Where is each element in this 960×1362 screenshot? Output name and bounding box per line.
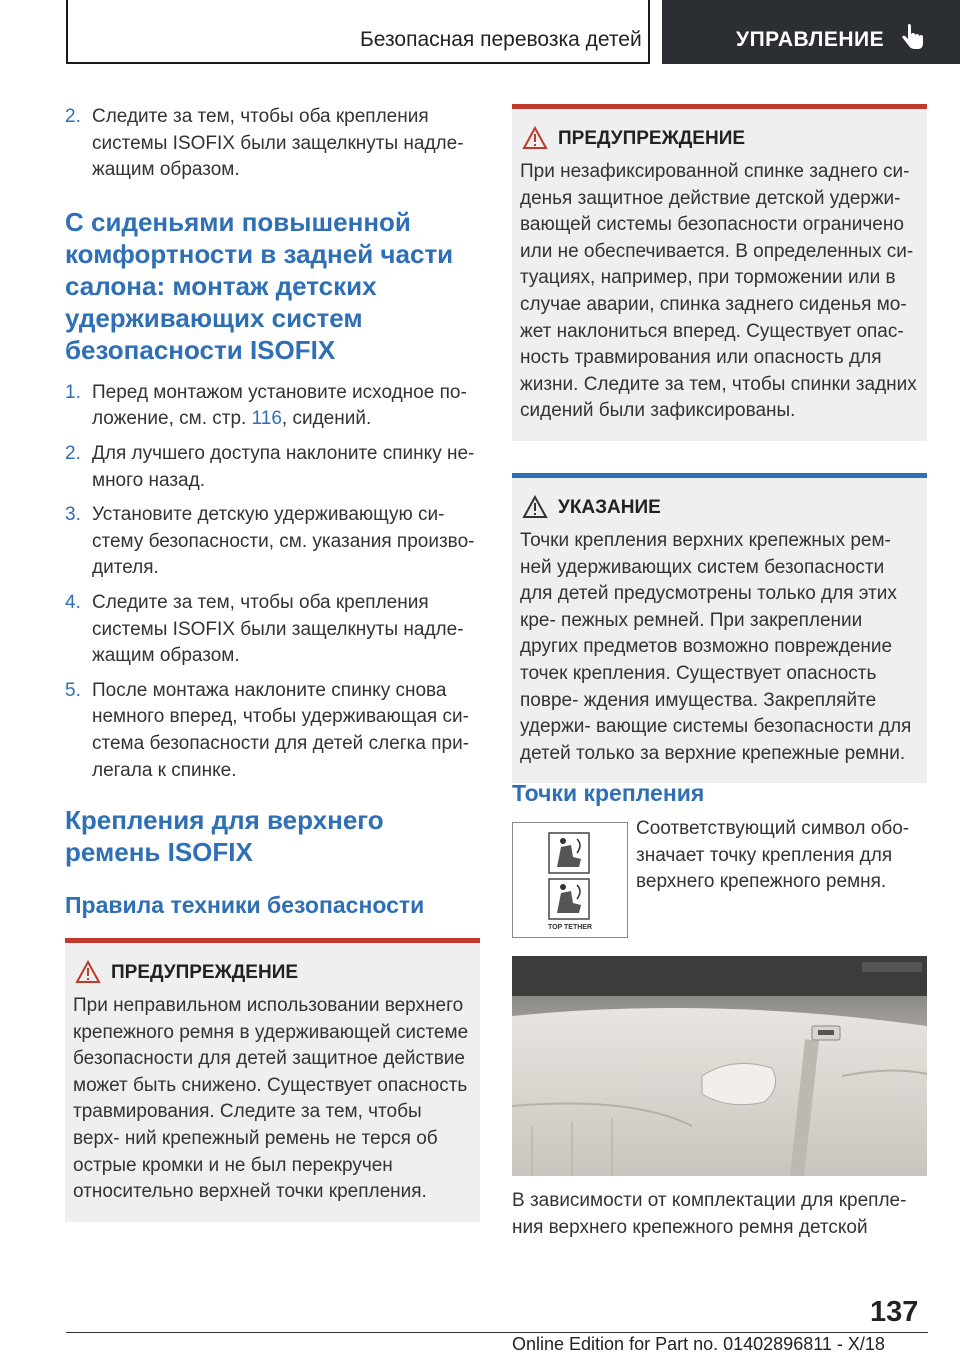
- notice-text: Точки крепления верхних крепежных рем- ней удерживающих систем безопасности для детей предусмотрены только для этих кре- пежных ремней. При закреплении других предметов возможно повреждение точек крепления. Существует опасность повре- ждения имущества. Закрепляйте удержи- вающие системы безопасности для детей только за верхние крепежные ремни.: [520, 529, 912, 764]
- list-item: [65, 678, 480, 784]
- heading-safety-rules: Правила техники безопасности: [65, 892, 425, 919]
- footer-edition: Online Edition for Part no. 01402896811 - X/18: [512, 1334, 885, 1354]
- notice-triangle-icon: [522, 495, 548, 519]
- step-number: 3.: [65, 504, 81, 526]
- install-steps: [65, 380, 480, 784]
- list-item: [65, 590, 480, 670]
- step-text-tail: , сидений.: [281, 408, 372, 430]
- intro-step-list: [65, 104, 480, 184]
- symbol-caption: TOP TETHER: [547, 924, 593, 931]
- section-title: Безопасная перевозка детей: [360, 28, 642, 51]
- list-item: [65, 502, 480, 582]
- warning-text: При незафиксированной спинке заднего си- денья защитное действие детской удержи- вающей системы безопасности ограничено или не обеспечивается. В определенных си- туациях, например, при торможении или в случае аварии, спинка заднего сиденья мо- жет наклониться вперед. Существует опас- ность травмирования или опасность для жизни. Следите за тем, чтобы спинки задних сидений были зафиксированы.: [520, 161, 917, 422]
- step-number: 2.: [65, 106, 81, 127]
- heading-comfort-seats: С сиденьями повышенной комфортности в задней части салона: монтаж детских удерживающих систем безопасности ISOFIX: [65, 206, 454, 365]
- anchor-text: В зависимости от комплектации для крепле- ния верхнего крепежного ремня детской: [512, 1190, 907, 1238]
- tab-controls-label: УПРАВЛЕНИЕ: [736, 28, 885, 51]
- step-number: 1.: [65, 381, 81, 403]
- notice-title: [520, 496, 919, 520]
- step-text: Для лучшего доступа наклоните спинку не- много назад.: [92, 442, 475, 491]
- list-item: [65, 441, 480, 494]
- footer-rule: [66, 1332, 928, 1333]
- page-number: 137: [870, 1296, 919, 1328]
- hand-pointer-icon: [896, 22, 928, 54]
- tab-controls[interactable]: [662, 0, 960, 64]
- rear-seat-photo: [512, 956, 927, 1176]
- header-rule-base: [66, 62, 650, 64]
- warning-title: [73, 961, 472, 985]
- step-text: Следите за тем, чтобы оба крепления системы ISOFIX были защелкнуты надле- жащим образом.: [92, 591, 464, 667]
- step-number: 5.: [65, 679, 81, 701]
- warning-title: [520, 127, 919, 151]
- warning-box-tether: [65, 938, 480, 1222]
- warning-triangle-icon: [522, 126, 548, 150]
- step-text: После монтажа наклоните спинку снова немного вперед, чтобы удерживающая си- стема безопасности для детей слегка при- легала к спинке.: [92, 679, 470, 781]
- child-seat-anchor-icon: [513, 823, 627, 937]
- notice-box: [512, 473, 927, 783]
- step-text: Установите детскую удерживающую си- стему безопасности, см. указания произво- дителя.: [92, 504, 475, 579]
- warning-box-backrest: [512, 104, 927, 441]
- left-column: [65, 104, 480, 1222]
- step-text: Перед монтажом установите исходное по- ложение, см. стр.: [92, 381, 467, 430]
- header-rule-left: [66, 0, 68, 64]
- heading-anchor-points: Точки крепления: [512, 780, 705, 806]
- warning-title-text: ПРЕДУПРЕЖДЕНИЕ: [111, 962, 299, 984]
- step-number: 2.: [65, 442, 81, 464]
- warning-text: При неправильном использовании верхнего крепежного ремня в удерживающей системе безопасности для детей защитное действие может быть снижено. Существует опасность травмирования. Следите за тем, чтобы верх- ний крепежный ремень не терся об острые кромки и не был перекручен относительно верхней точки крепления.: [73, 995, 469, 1203]
- warning-triangle-icon: [75, 960, 101, 984]
- header-rule-right: [648, 0, 650, 64]
- step-number: 4.: [65, 591, 81, 613]
- step-text: Следите за тем, чтобы оба крепления системы ISOFIX были защелкнуты надле- жащим образом.: [92, 106, 464, 181]
- top-tether-symbol: [512, 822, 628, 938]
- notice-title-text: УКАЗАНИЕ: [558, 496, 661, 518]
- page-link-116[interactable]: 116: [251, 408, 282, 430]
- heading-upper-tether: Крепления для верхнего ремень ISOFIX: [65, 805, 384, 868]
- warning-title-text: ПРЕДУПРЕЖДЕНИЕ: [558, 128, 746, 149]
- list-item: [65, 104, 480, 184]
- list-item: [65, 380, 480, 433]
- right-column: [512, 104, 927, 1238]
- symbol-description: Соответствующий символ обо- значает точку крепления для верхнего крепежного ремня.: [636, 818, 910, 893]
